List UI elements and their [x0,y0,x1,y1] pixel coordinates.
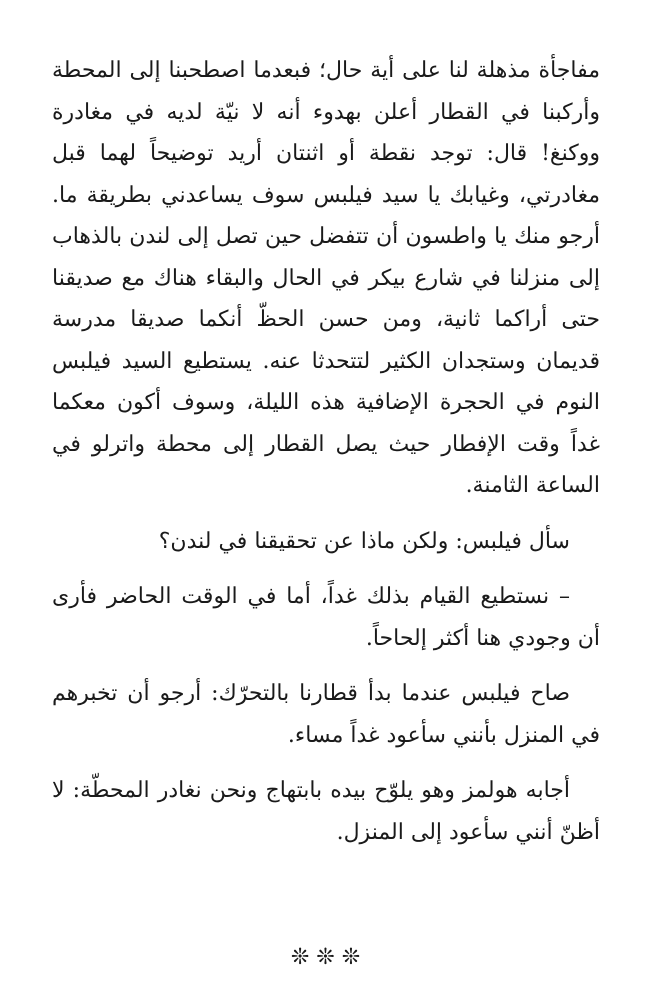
paragraph-3: – نستطيع القيام بذلك غداً، أما في الوقت الحاضر فأرى أن وجودي هنا أكثر إلحاحاً. [52,584,600,651]
paragraph-1: مفاجأة مذهلة لنا على أية حال؛ فبعدما اصطحبنا إلى المحطة وأركبنا في القطار أعلن بهدوء أنه لا نيّة لديه في مغادرة ووكنغ! قال: توجد نقطة أو اثنتان أريد توضيحاً لهما قبل مغادرتي، وغيابك يا سيد فيلبس سوف يساعدني بطريقة ما. أرجو منك يا واطسون أن تتفضل حين تصل إلى لندن بالذهاب إلى منزلنا في شارع بيكر في الحال والبقاء هناك مع صديقنا حتى أراكما ثانية، ومن حسن الحظّ أنكما صديقا مدرسة قديمان وستجدان الكثير لتتحدثا عنه. يستطيع السيد فيلبس النوم في الحجرة الإضافية هذه الليلة، وسوف أكون معكما غداً وقت الإفطار حيث يصل القطار إلى محطة واترلو في الساعة الثامنة. [52,58,600,498]
paragraph-2: سأل فيلبس: ولكن ماذا عن تحقيقنا في لندن؟ [158,528,570,554]
section-separator-stars: ❊ ❊ ❊ [290,945,361,970]
paragraph-4: صاح فيلبس عندما بدأ قطارنا بالتحرّك: أرجو أن تخبرهم في المنزل بأنني سأعود غداً مساء. [52,681,600,748]
paragraph-5: أجابه هولمز وهو يلوّح بيده بابتهاج ونحن نغادر المحطّة: لا أظنّ أنني سأعود إلى المنزل. [52,778,600,845]
book-page-text [52,50,600,853]
